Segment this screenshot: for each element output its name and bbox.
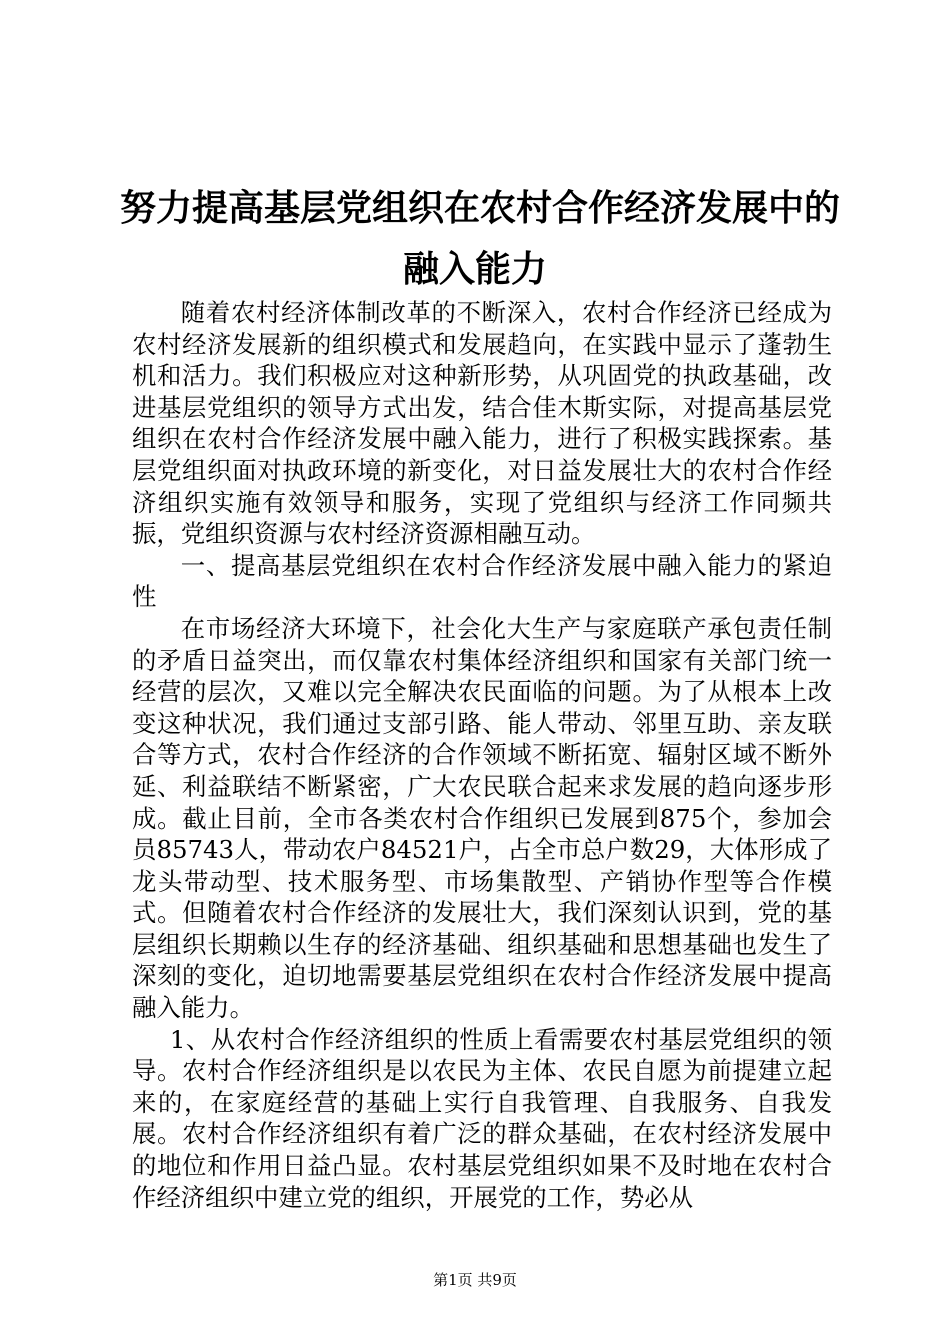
- body-paragraph-background: 在市场经济大环境下，社会化大生产与家庭联产承包责任制的矛盾日益突出，而仅靠农村集体经济组织和国家有关部门统一经营的层次，又难以完全解决农民面临的问题。为了从根本上改变这种状况，我们通过支部引路、能人带动、邻里互助、亲友联合等方式，农村合作经济的合作领域不断拓宽、辐射区域不断外延、利益联结不断紧密，广大农民联合起来求发展的趋向逐步形成。截止目前，全市各类农村合作组织已发展到875个，参加会员85743人，带动农户84521户，占全市总户数29，大体形成了龙头带动型、技术服务型、市场集散型、产销协作型等合作模式。但随着农村合作经济的发展壮大，我们深刻认识到，党的基层组织长期赖以生存的经济基础、组织基础和思想基础也发生了深刻的变化，迫切地需要基层党组织在农村合作经济发展中提高融入能力。: [132, 613, 832, 1023]
- document-title-line-2: 融入能力: [402, 249, 547, 290]
- document-title-line-1: 努力提高基层党组织在农村合作经济发展中的: [120, 188, 841, 229]
- document-body: [132, 297, 832, 1213]
- body-paragraph-intro: 随着农村经济体制改革的不断深入，农村合作经济已经成为农村经济发展新的组织模式和发展趋向，在实践中显示了蓬勃生机和活力。我们积极应对这种新形势，从巩固党的执政基础，改进基层党组织的领导方式出发，结合佳木斯实际，对提高基层党组织在农村合作经济发展中融入能力，进行了积极实践探索。基层党组织面对执政环境的新变化，对日益发展壮大的农村合作经济组织实施有效领导和服务，实现了党组织与经济工作同频共振，党组织资源与农村经济资源相融互动。: [132, 298, 832, 549]
- body-paragraph-point-1: 1、从农村合作经济组织的性质上看需要农村基层党组织的领导。农村合作经济组织是以农民为主体、农民自愿为前提建立起来的，在家庭经营的基础上实行自我管理、自我服务、自我发展。农村合作经济组织有着广泛的群众基础，在农村经济发展中的地位和作用日益凸显。农村基层党组织如果不及时地在农村合作经济组织中建立党的组织，开展党的工作，势必从: [132, 1024, 832, 1212]
- section-heading-1: 一、提高基层党组织在农村合作经济发展中融入能力的紧迫性: [132, 550, 832, 612]
- page-footer: 第1页 共9页: [433, 1271, 517, 1289]
